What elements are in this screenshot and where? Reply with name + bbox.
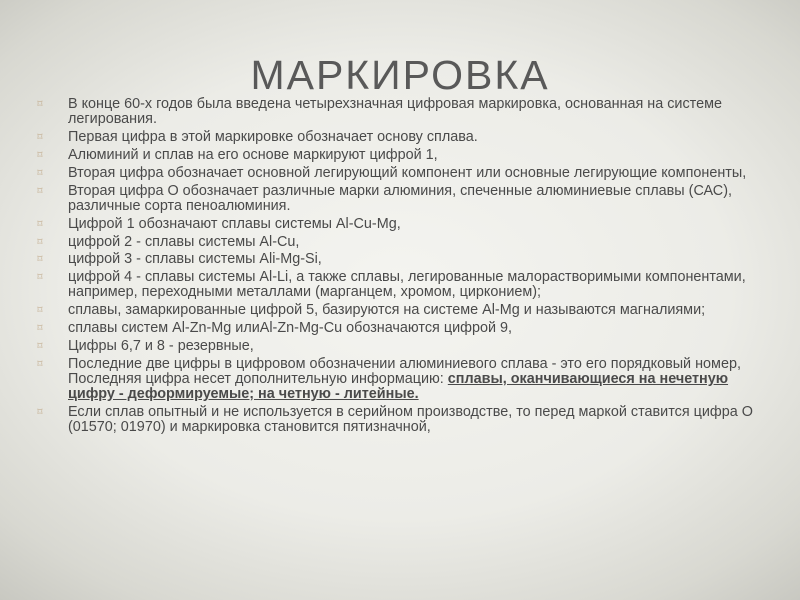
bullet-icon: ⌑ (37, 272, 43, 284)
list-item (34, 270, 754, 300)
bullet-icon: ⌑ (37, 305, 43, 317)
item-text: Если сплав опытный и не используется в серийном производстве, то перед маркой ставится цифра О (01570; 01970) и маркировка становится пятизначной, (68, 403, 753, 435)
bullet-icon: ⌑ (37, 167, 43, 179)
bullet-icon: ⌑ (37, 218, 43, 230)
bullet-icon: ⌑ (37, 149, 43, 161)
bullet-icon: ⌑ (37, 359, 43, 371)
item-text: цифрой 2 - сплавы системы Al-Cu, (68, 233, 300, 250)
item-text: Вторая цифра обозначает основной легирующий компонент или основные легирующие компоненты, (68, 164, 747, 181)
item-text: Цифры 6,7 и 8 - резервные, (68, 338, 254, 355)
item-text: сплавы систем Al-Zn-Mg илиAl-Zn-Mg-Cu обозначаются цифрой 9, (68, 320, 512, 337)
list-item (34, 303, 754, 318)
list-item (34, 339, 754, 354)
list-item (34, 166, 754, 181)
bullet-icon: ⌑ (37, 254, 43, 266)
list-item (34, 252, 754, 267)
list-item (34, 357, 754, 401)
bullet-list (34, 97, 754, 438)
item-text: цифрой 3 - сплавы системы Ali-Mg-Si, (68, 251, 322, 268)
list-item (34, 184, 754, 214)
item-text: Алюминий и сплав на его основе маркируют цифрой 1, (68, 146, 438, 163)
bullet-icon: ⌑ (37, 185, 43, 197)
item-text: Вторая цифра О обозначает различные марки алюминия, спеченные алюминиевые сплавы (САС), различные сорта пеноалюминия. (68, 182, 732, 214)
bullet-icon: ⌑ (37, 99, 43, 110)
bullet-icon: ⌑ (37, 131, 43, 143)
item-text: В конце 60-х годов была введена четырехзначная цифровая маркировка, основанная на системе легирования. (68, 96, 722, 127)
bullet-icon: ⌑ (37, 323, 43, 335)
item-text: Последние две цифры в цифровом обозначении алюминиевого сплава - это его порядковый номер, Последняя цифра несет дополнительную информацию: (68, 356, 741, 387)
list-item (34, 321, 754, 336)
list-item (34, 97, 754, 127)
slide-title: МАРКИРОВКА (250, 52, 550, 98)
bullet-icon: ⌑ (37, 406, 43, 418)
list-item (34, 217, 754, 232)
item-text: сплавы, замаркированные цифрой 5, базируются на системе Al-Mg и называются магналиями; (68, 302, 706, 319)
item-text: Цифрой 1 обозначают сплавы системы Al-Cu-Mg, (68, 215, 401, 232)
list-item (34, 148, 754, 163)
item-text: Первая цифра в этой маркировке обозначает основу сплава. (68, 128, 478, 145)
list-item (34, 235, 754, 250)
bullet-icon: ⌑ (37, 236, 43, 248)
list-item (34, 130, 754, 145)
item-text: цифрой 4 - сплавы системы Al-Li, а также сплавы, легированные малорастворимыми компонентами, например, переходными металлами (марганцем, хромом, цирконием); (68, 269, 746, 301)
emphasized-text: сплавы, оканчивающиеся на нечетную цифру - деформируемые; на четную - литейные. (68, 371, 729, 402)
bullet-icon: ⌑ (37, 341, 43, 353)
list-item (34, 405, 754, 435)
